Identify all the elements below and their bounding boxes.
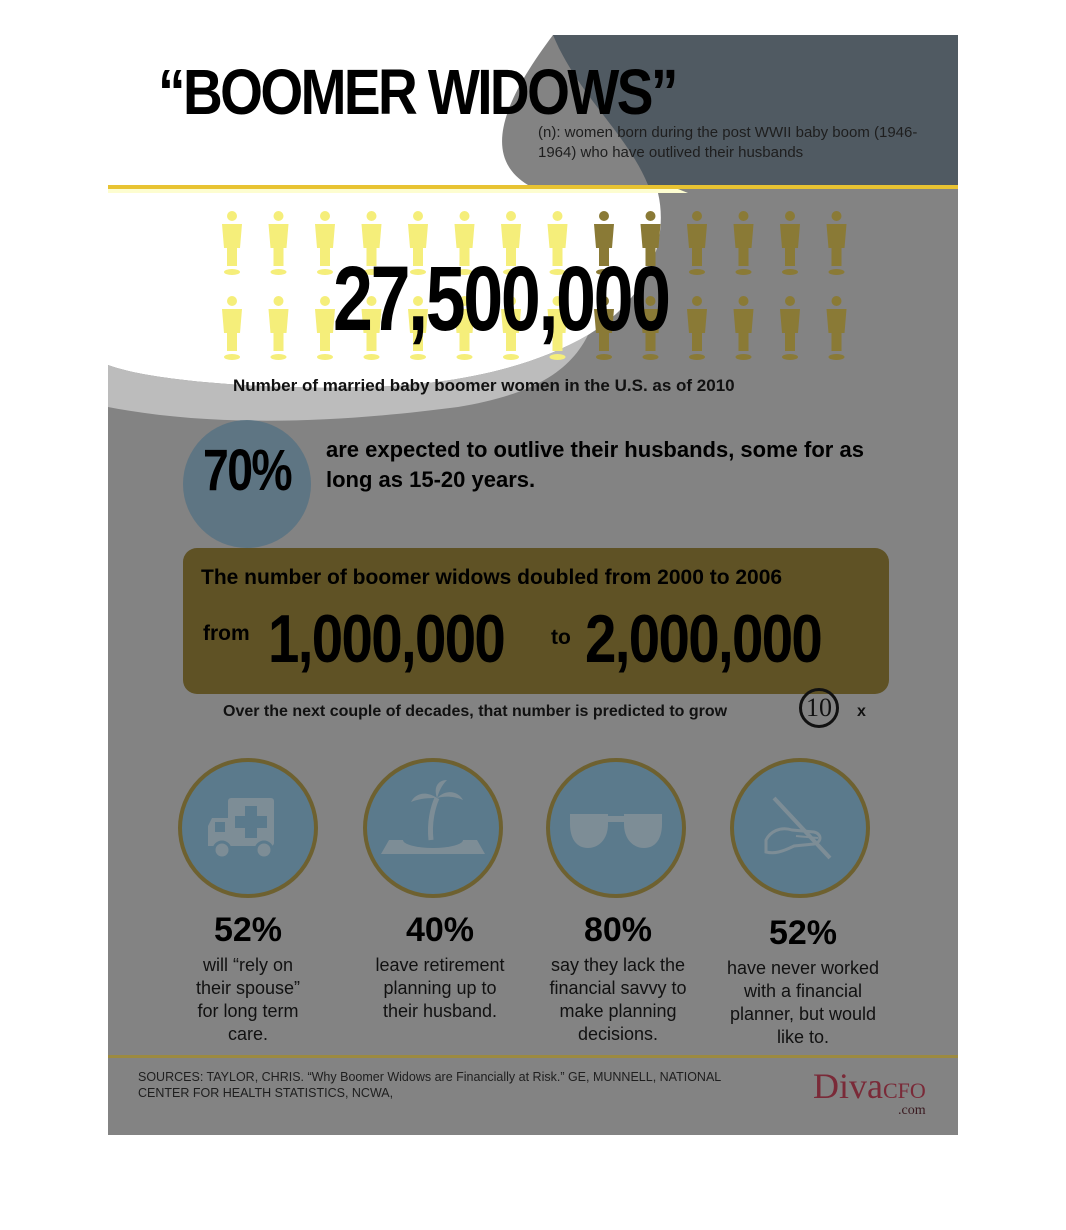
signing-hand-icon xyxy=(734,762,866,894)
stat-percent: 40% xyxy=(405,911,475,949)
stat-financial-savvy xyxy=(523,911,713,1046)
person-icon xyxy=(269,296,289,360)
stat-percent: 52% xyxy=(213,911,283,949)
married-count: 27,500,000 xyxy=(333,248,669,350)
stat-percent: 80% xyxy=(583,911,653,949)
logo-diva: Diva xyxy=(813,1066,883,1106)
logo-com: .com xyxy=(898,1103,926,1118)
to-value: 2,000,000 xyxy=(585,601,822,677)
person-icon xyxy=(734,296,754,360)
stat-percent: 52% xyxy=(768,914,838,952)
outlive-text: are expected to outlive their husbands, some for as long as 15-20 years. xyxy=(326,437,864,492)
infographic-poster xyxy=(108,35,958,1135)
sunglasses-icon-circle xyxy=(546,758,686,898)
person-icon xyxy=(687,211,707,275)
logo-cfo: CFO xyxy=(882,1078,926,1103)
person-icon xyxy=(269,211,289,275)
stat-description: say they lack the financial savvy to make planning decisions. xyxy=(549,955,687,1044)
person-icon xyxy=(780,296,800,360)
growth-text: Over the next couple of decades, that number is predicted to grow xyxy=(223,703,728,720)
stat-long-term-care xyxy=(153,911,343,1046)
person-icon xyxy=(315,211,335,275)
person-icon xyxy=(315,296,335,360)
from-label: from xyxy=(203,622,250,645)
person-icon xyxy=(734,211,754,275)
divacfo-logo xyxy=(813,1065,926,1118)
doubled-headline: The number of boomer widows doubled from 2000 to 2006 xyxy=(201,566,783,589)
growth-factor-badge: 10 xyxy=(799,688,839,728)
outlive-percent: 70% xyxy=(203,438,292,503)
top-divider xyxy=(108,185,958,189)
sources-text: SOURCES: TAYLOR, CHRIS. “Why Boomer Widows are Financially at Risk.” GE, MUNNELL, NATIONAL CENTER FOR HEALTH STATISTICS, NCWA, xyxy=(138,1070,721,1100)
stat-description: have never worked with a financial planner, but would like to. xyxy=(726,958,880,1047)
palm-island-icon xyxy=(367,762,499,894)
footer-divider xyxy=(108,1055,958,1058)
growth-suffix: x xyxy=(857,703,866,720)
definition-text: (n): women born during the post WWII baby boom (1946-1964) who have outlived their husbands xyxy=(538,124,918,161)
signing-icon-circle xyxy=(730,758,870,898)
stat-financial-planner xyxy=(708,914,898,1049)
stat-description: will “rely on their spouse” for long term care. xyxy=(195,955,301,1044)
married-caption: Number of married baby boomer women in the U.S. as of 2010 xyxy=(233,376,735,395)
person-icon xyxy=(827,211,847,275)
person-icon xyxy=(827,296,847,360)
sunglasses-icon xyxy=(550,762,682,894)
person-icon xyxy=(780,211,800,275)
ambulance-icon-circle xyxy=(178,758,318,898)
stat-retirement-planning xyxy=(345,911,535,1023)
person-icon xyxy=(222,211,242,275)
person-icon xyxy=(222,296,242,360)
person-icon xyxy=(687,296,707,360)
page-title: “BOOMER WIDOWS” xyxy=(158,56,676,128)
ambulance-icon xyxy=(182,762,314,894)
to-label: to xyxy=(551,626,571,649)
island-icon-circle xyxy=(363,758,503,898)
stat-description: leave retirement planning up to their husband. xyxy=(375,955,505,1021)
from-value: 1,000,000 xyxy=(268,601,505,677)
